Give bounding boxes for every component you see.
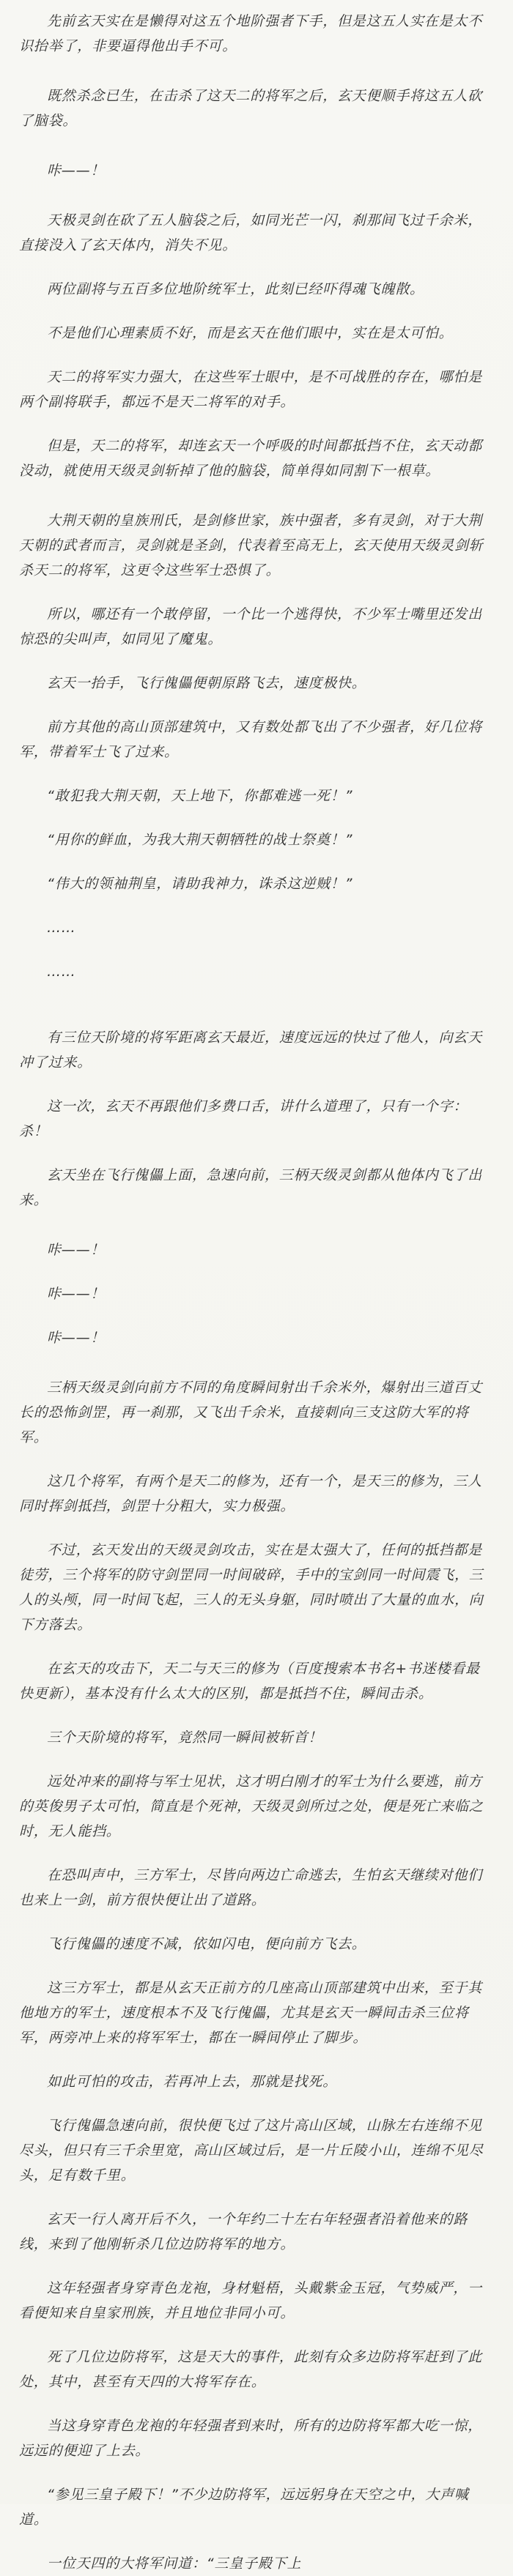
paragraph: 既然杀念已生，在击杀了这天二的将军之后，玄天便顺手将这五人砍了脑袋。: [19, 88, 483, 129]
ellipsis-line: ……: [47, 964, 76, 980]
paragraph: 咔——！: [47, 1242, 106, 1258]
dialogue-line: “伟大的领袖荆皇，请助我神力，诛杀这逆贼！”: [47, 876, 353, 892]
paragraph: 这三方军士，都是从玄天正前方的几座高山顶部建筑中出来，至于其他地方的军士，速度根本不及飞行傀儡，尤其是玄天一瞬间击杀三位将军，两旁冲上来的将军军士，都在一瞬间停止了脚步。: [19, 1980, 483, 2046]
paragraph: 但是，天二的将军，却连玄天一个呼吸的时间都抵挡不住，玄天动都没动，就使用天级灵剑斩掉了他的脑袋，简单得如同割下一根草。: [19, 438, 483, 479]
paragraph: 咔——！: [47, 1286, 106, 1302]
paragraph: 所以，哪还有一个敢停留，一个比一个逃得快，不少军士嘴里还发出惊恐的尖叫声，如同见了魔鬼。: [19, 606, 483, 647]
paragraph: 两位副将与五百多位地阶统军士，此刻已经吓得魂飞魄散。: [47, 281, 424, 297]
paragraph: 玄天坐在飞行傀儡上面，急速向前，三柄天级灵剑都从他体内飞了出来。: [19, 1167, 483, 1208]
paragraph: 这一次，玄天不再跟他们多费口舌，讲什么道理了，只有一个字：杀！: [19, 1098, 468, 1139]
dialogue-line: “用你的鲜血，为我大荆天朝牺牲的战士祭奠！”: [47, 832, 353, 848]
paragraph: 不过，玄天发出的天级灵剑攻击，实在是太强大了，任何的抵挡都是徒劳，三个将军的防守剑罡同一时间破碎，手中的宝剑同一时间震飞，三人的头颅，同一时间飞起，三人的无头身躯，同时喷出了大量的血水，向下方落去。: [19, 1542, 484, 1633]
paragraph: 飞行傀儡的速度不减，依如闪电，便向前方飞去。: [47, 1936, 366, 1952]
paragraph: 咔——！: [47, 1330, 106, 1346]
paragraph: 远处冲来的副将与军士见状，这才明白刚才的军士为什么要逃，前方的英俊男子太可怕，简直是个死神，天级灵剑所过之处，便是死亡来临之时，无人能挡。: [19, 1773, 484, 1839]
paragraph: 咔——！: [47, 163, 106, 179]
paragraph: 一位天四的大将军问道：“三皇子殿下上: [47, 2555, 302, 2572]
paragraph: 玄天一抬手，飞行傀儡便朝原路飞去，速度极快。: [47, 675, 366, 691]
paragraph: 这年轻强者身穿青色龙袍，身材魁梧，头戴紫金玉冠，气势威严，一看便知来自皇家刑族，并且地位非同小可。: [19, 2280, 483, 2321]
paragraph: 三柄天级灵剑向前方不同的角度瞬间射出千余米外，爆射出三道百丈长的恐怖剑罡，再一刹那，又飞出千余米，直接刺向三支这防大军的将军。: [19, 1380, 483, 1445]
paragraph: 天极灵剑在砍了五人脑袋之后，如同光芒一闪，刹那间飞过千余米，直接没入了玄天体内，消失不见。: [19, 212, 483, 253]
paragraph: 如此可怕的攻击，若再冲上去，那就是找死。: [47, 2074, 338, 2090]
paragraph: 在玄天的攻击下，天二与天三的修为（百度搜索本书名+书迷楼看最快更新），基本没有什么太大的区别，都是抵挡不住，瞬间击杀。: [19, 1661, 480, 1702]
paragraph: 有三位天阶境的将军距离玄天最近，速度远远的快过了他人，向玄天冲了过来。: [19, 1030, 483, 1071]
paragraph: 死了几位边防将军，这是天大的事件，此刻有众多边防将军赶到了此处，其中，甚至有天四的大将军存在。: [19, 2349, 483, 2390]
dialogue-line: “参见三皇子殿下！”不少边防将军，远远躬身在天空之中，大声喊道。: [19, 2487, 469, 2528]
paragraph: 大荆天朝的皇族刑氏，是剑修世家，族中强者，多有灵剑，对于大荆天朝的武者而言，灵剑就是圣剑，代表着至高无上，玄天使用天级灵剑斩杀天二的将军，这更令这些军士恐惧了。: [19, 513, 484, 578]
paragraph: 飞行傀儡急速向前，很快便飞过了这片高山区域，山脉左右连绵不见尽头，但只有三千余里宽，高山区域过后，是一片丘陵小山，连绵不见尽头，足有数千里。: [19, 2118, 484, 2184]
ellipsis-line: ……: [47, 920, 76, 936]
paragraph: 在恐叫声中，三方军士，尽皆向两边亡命逃去，生怕玄天继续对他们也来上一剑，前方很快便让出了道路。: [19, 1867, 483, 1908]
paragraph: 三个天阶境的将军，竟然同一瞬间被斩首！: [47, 1730, 323, 1746]
paragraph: 天二的将军实力强大，在这些军士眼中，是不可战胜的存在，哪怕是两个副将联手，都远不是天二将军的对手。: [19, 369, 483, 410]
dialogue-line: “敢犯我大荆天朝，天上地下，你都难逃一死！”: [47, 788, 353, 804]
paragraph: 当这身穿青色龙袍的年轻强者到来时，所有的边防将军都大吃一惊，远远的便迎了上去。: [19, 2418, 483, 2459]
paragraph: 玄天一行人离开后不久，一个年约二十左右年轻强者沿着他来的路线，来到了他刚斩杀几位边防将军的地方。: [19, 2211, 468, 2252]
paragraph: 这几个将军，有两个是天二的修为，还有一个，是天三的修为，三人同时挥剑抵挡，剑罡十分粗大，实力极强。: [19, 1473, 483, 1514]
paragraph: 前方其他的高山顶部建筑中，又有数处都飞出了不少强者，好几位将军，带着军士飞了过来。: [19, 719, 483, 760]
paragraph: 先前玄天实在是懒得对这五个地阶强者下手，但是这五人实在是太不识抬举了，非要逼得他出手不可。: [19, 13, 483, 54]
paragraph: 不是他们心理素质不好，而是玄天在他们眼中，实在是太可怕。: [47, 325, 454, 341]
